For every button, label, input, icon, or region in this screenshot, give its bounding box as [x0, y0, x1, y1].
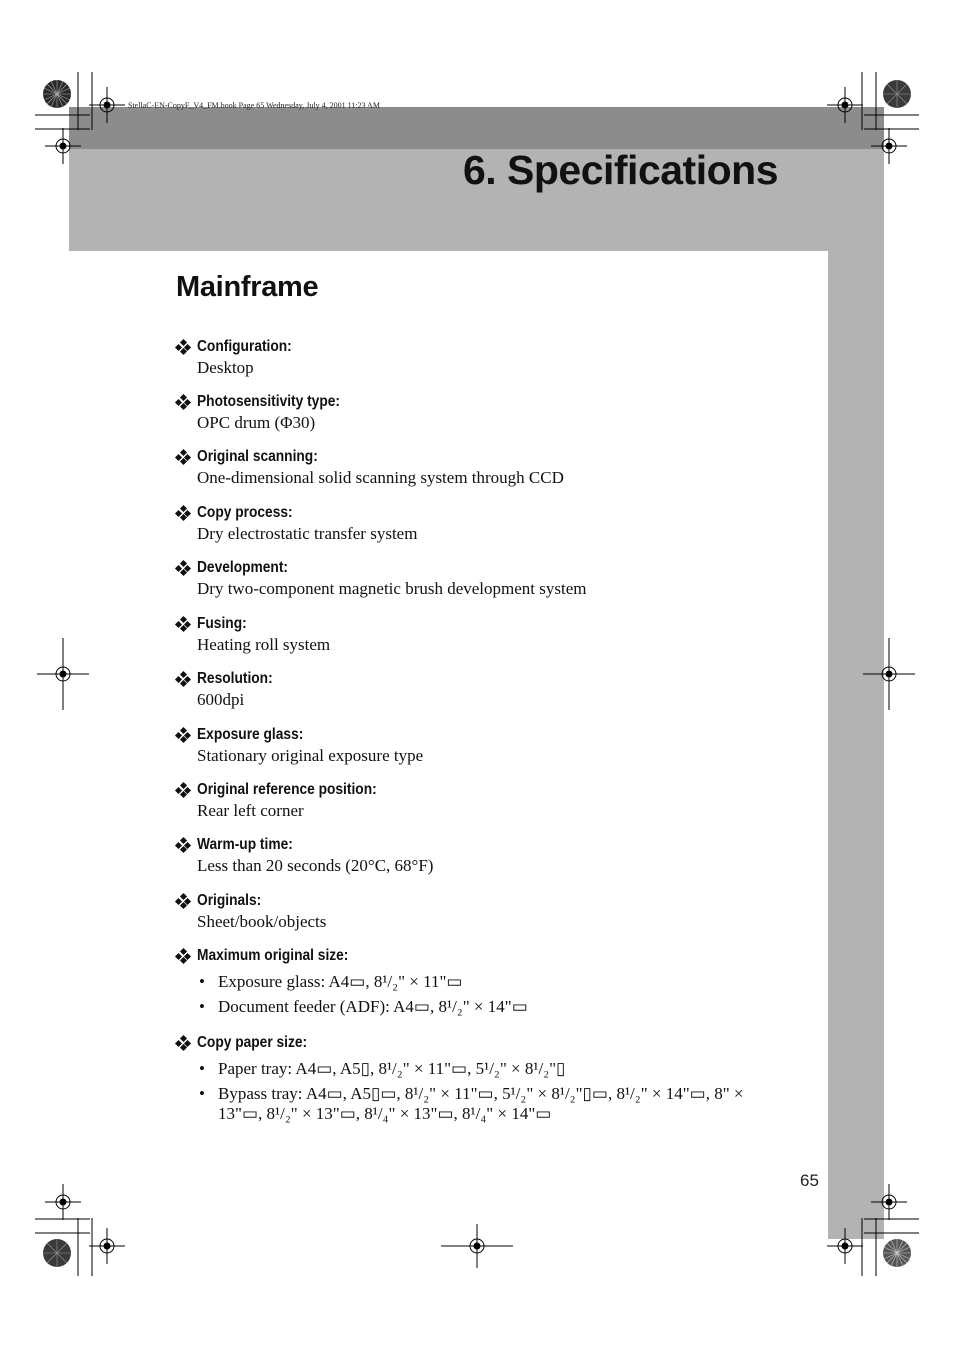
chapter-title: 6. Specifications	[462, 147, 778, 193]
spec-label: Resolution:	[197, 670, 273, 687]
spec-value: Desktop	[197, 358, 254, 377]
spec-value: Sheet/book/objects	[197, 912, 327, 931]
spec-label: Copy process:	[197, 504, 293, 521]
spec-value: Rear left corner	[197, 801, 304, 820]
spec-label: Originals:	[197, 892, 262, 909]
list-item: • Exposure glass: A4▭, 8¹/₂" × 11"▭	[197, 972, 796, 992]
spec-value: Dry two-component magnetic brush development system	[197, 579, 587, 598]
spec-value: Heating roll system	[197, 635, 331, 654]
crosshair-registration-mark-icon	[45, 128, 81, 164]
starburst-printer-mark-icon	[882, 79, 912, 109]
crosshair-registration-mark-icon	[827, 87, 863, 123]
crosshair-registration-mark-icon	[827, 1228, 863, 1264]
spec-value: Dry electrostatic transfer system	[197, 524, 418, 543]
spec-label: Maximum original size:	[197, 947, 349, 964]
crosshair-registration-mark-icon	[863, 638, 915, 710]
crosshair-registration-mark-icon	[871, 1184, 907, 1220]
starburst-printer-mark-icon	[42, 1238, 72, 1268]
spec-value: Less than 20 seconds (20°C, 68°F)	[197, 856, 434, 875]
spec-label: Copy paper size:	[197, 1034, 308, 1051]
list-item: • Bypass tray: A4▭, A5▯▭, 8¹/₂" × 11"▭, 5¹/₂" × 8¹/₂"▯▭, 8¹/₂" × 14"▭, 8" × 13"▭, 8¹/₂" × 13"▭, 8¹/₄" × 13"▭, 8¹/₄" × 14"▭	[197, 1084, 788, 1124]
spec-label: Original reference position:	[197, 781, 377, 798]
spec-label: Fusing:	[197, 615, 247, 632]
crosshair-registration-mark-icon	[89, 87, 125, 123]
list-item: • Paper tray: A4▭, A5▯, 8¹/₂" × 11"▭, 5¹/₂" × 8¹/₂"▯	[197, 1059, 796, 1079]
spec-label: Original scanning:	[197, 448, 318, 465]
list-item: • Document feeder (ADF): A4▭, 8¹/₂" × 14"▭	[197, 997, 796, 1017]
crosshair-registration-mark-icon	[37, 638, 89, 710]
page-number: 65	[800, 1171, 819, 1190]
spec-label: Photosensitivity type:	[197, 393, 340, 410]
starburst-printer-mark-icon	[42, 79, 72, 109]
spec-label: Warm-up time:	[197, 836, 293, 853]
crosshair-registration-mark-icon	[441, 1224, 513, 1268]
spec-value: OPC drum (Φ30)	[197, 413, 316, 432]
crosshair-registration-mark-icon	[871, 128, 907, 164]
crosshair-registration-mark-icon	[45, 1184, 81, 1220]
spec-value: 600dpi	[197, 690, 245, 709]
crosshair-registration-mark-icon	[89, 1228, 125, 1264]
print-slug-line: StellaC-EN-CopyF_V4_FM.book Page 65 Wednesday, July 4, 2001 11:23 AM	[128, 101, 380, 110]
starburst-printer-mark-icon	[882, 1238, 912, 1268]
spec-label: Development:	[197, 559, 288, 576]
spec-label: Configuration:	[197, 338, 292, 355]
section-title: Mainframe	[176, 271, 319, 303]
spec-label: Exposure glass:	[197, 726, 304, 743]
spec-value: One-dimensional solid scanning system through CCD	[197, 468, 564, 487]
spec-value: Stationary original exposure type	[197, 746, 424, 765]
